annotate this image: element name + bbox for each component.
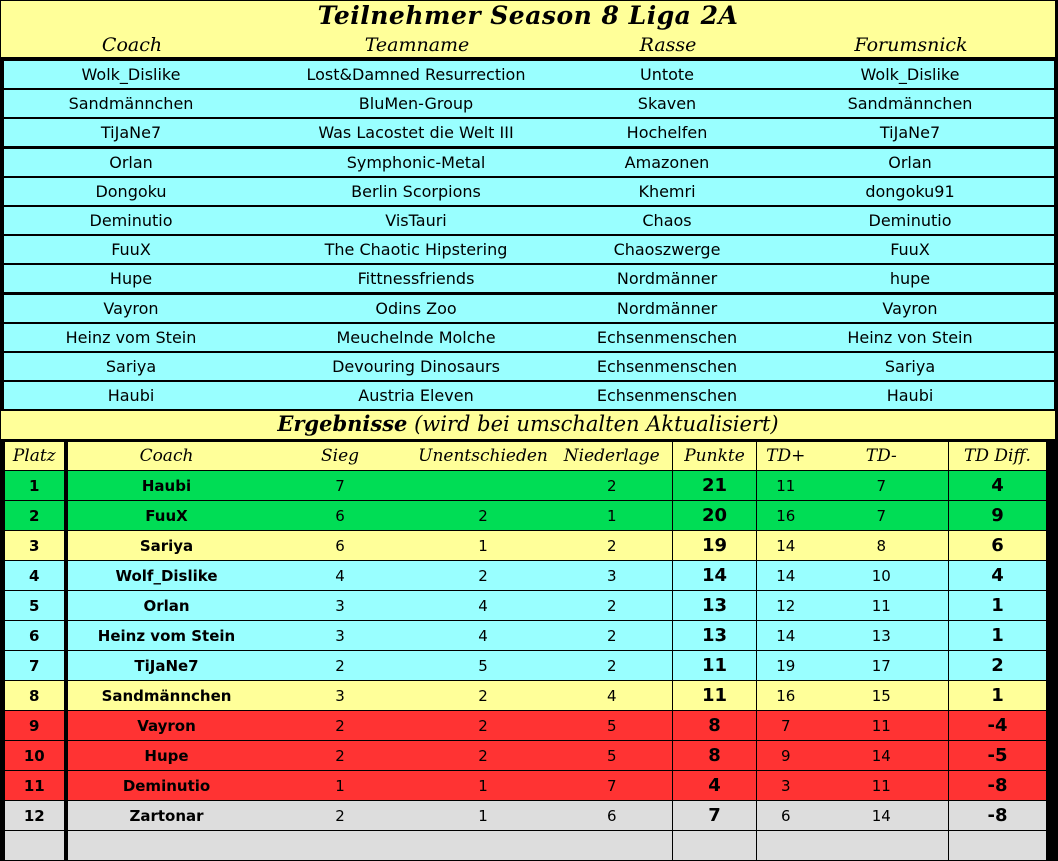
cell-tddiff: 4 — [949, 561, 1047, 591]
cell-tdminus: 14 — [815, 801, 949, 831]
participant-row — [4, 236, 1054, 264]
participant-coach: Orlan — [109, 152, 153, 172]
participant-forum: hupe — [889, 269, 931, 289]
cell-unent: 1 — [415, 801, 552, 831]
cell-tdplus: 16 — [757, 681, 815, 711]
participant-team: VisTauri — [385, 211, 447, 230]
participants-table — [4, 61, 1054, 410]
cell-coach: Hupe — [66, 741, 266, 771]
participant-team: Devouring Dinosaurs — [332, 357, 500, 376]
cell-coach: Haubi — [66, 471, 266, 501]
cell-tdplus: 19 — [757, 651, 815, 681]
cell-tddiff: -4 — [949, 711, 1047, 741]
cell-nieder: 6 — [552, 801, 673, 831]
participant-coach: Vayron — [103, 298, 159, 318]
col-niederlage: Niederlage — [552, 442, 673, 471]
col-tdminus: TD- — [815, 442, 949, 471]
table-row — [5, 621, 1047, 651]
participant-team: Austria Eleven — [358, 386, 474, 406]
participant-row — [4, 295, 1054, 323]
cell-nieder: 2 — [552, 621, 673, 651]
participants-col-forum: Forumsnick — [854, 34, 968, 56]
cell-nieder: 7 — [552, 771, 673, 801]
cell-nieder: 5 — [552, 741, 673, 771]
col-platz: Platz — [5, 442, 66, 471]
participant-row — [4, 61, 1054, 89]
cell-tdminus — [815, 831, 949, 861]
participant-forum: Haubi — [886, 386, 934, 406]
participant-race: Amazonen — [624, 152, 710, 172]
cell-unent — [415, 471, 552, 501]
cell-platz: 3 — [5, 531, 66, 561]
participant-row — [4, 149, 1054, 177]
cell-sieg — [266, 831, 415, 861]
cell-unent: 1 — [415, 771, 552, 801]
participant-race: Untote — [639, 65, 695, 84]
results-title — [0, 410, 1056, 440]
participants-header — [0, 0, 1056, 58]
table-row — [5, 651, 1047, 681]
participant-coach: FuuX — [111, 240, 151, 260]
cell-unent: 2 — [415, 681, 552, 711]
participant-row — [4, 324, 1054, 352]
participant-row — [4, 382, 1054, 410]
cell-tdplus: 6 — [757, 801, 815, 831]
participant-race: Hochelfen — [626, 123, 708, 143]
participant-forum: Sariya — [884, 357, 936, 376]
col-tdplus: TD+ — [757, 442, 815, 471]
cell-tdminus: 14 — [815, 741, 949, 771]
cell-tdplus: 11 — [757, 471, 815, 501]
cell-tdminus: 10 — [815, 561, 949, 591]
cell-coach: Vayron — [66, 711, 266, 741]
cell-tddiff: 2 — [949, 651, 1047, 681]
participant-race: Khemri — [638, 181, 696, 201]
cell-unent: 2 — [415, 741, 552, 771]
cell-tdplus: 7 — [757, 711, 815, 741]
cell-punkte: 13 — [673, 591, 757, 621]
cell-tdminus: 7 — [815, 501, 949, 531]
participant-forum: Wolk_Dislike — [860, 65, 960, 84]
cell-tdminus: 7 — [815, 471, 949, 501]
cell-nieder: 2 — [552, 531, 673, 561]
cell-sieg: 1 — [266, 771, 415, 801]
participant-forum: dongoku91 — [865, 181, 955, 201]
cell-tdplus: 9 — [757, 741, 815, 771]
cell-platz: 2 — [5, 501, 66, 531]
participant-race: Echsenmenschen — [596, 386, 738, 406]
table-row — [5, 471, 1047, 501]
participant-forum: Sandmännchen — [847, 94, 973, 114]
participant-row — [4, 90, 1054, 118]
cell-sieg: 2 — [266, 651, 415, 681]
participant-coach: Deminutio — [89, 211, 173, 230]
cell-tddiff: 9 — [949, 501, 1047, 531]
cell-platz: 1 — [5, 471, 66, 501]
cell-platz: 4 — [5, 561, 66, 591]
cell-tdplus: 14 — [757, 561, 815, 591]
col-unentschieden: Unentschieden — [415, 442, 552, 471]
cell-platz: 12 — [5, 801, 66, 831]
participant-coach: Haubi — [107, 386, 155, 406]
participant-coach: Sandmännchen — [68, 94, 194, 114]
participant-race: Chaos — [642, 211, 692, 230]
table-row — [5, 831, 1047, 861]
cell-coach — [66, 831, 266, 861]
cell-punkte: 19 — [673, 531, 757, 561]
col-sieg: Sieg — [266, 442, 415, 471]
participant-coach: Sariya — [105, 357, 157, 376]
cell-tdminus: 11 — [815, 591, 949, 621]
cell-nieder — [552, 831, 673, 861]
cell-punkte: 11 — [673, 651, 757, 681]
cell-sieg: 2 — [266, 711, 415, 741]
cell-sieg: 2 — [266, 741, 415, 771]
participant-row — [4, 353, 1054, 381]
cell-sieg: 6 — [266, 501, 415, 531]
participants-title: Teilnehmer Season 8 Liga 2A — [317, 1, 739, 30]
participant-team: The Chaotic Hipstering — [324, 240, 508, 260]
participant-team: BluMen-Group — [358, 94, 474, 114]
participant-forum: Orlan — [888, 152, 932, 172]
cell-tddiff — [949, 831, 1047, 861]
cell-sieg: 2 — [266, 801, 415, 831]
cell-punkte: 21 — [673, 471, 757, 501]
cell-sieg: 7 — [266, 471, 415, 501]
results-table — [4, 441, 1047, 861]
participants-col-team: Teamname — [364, 34, 470, 56]
participant-race: Nordmänner — [616, 269, 718, 289]
cell-tddiff: -8 — [949, 771, 1047, 801]
cell-tddiff: 1 — [949, 591, 1047, 621]
cell-coach: Orlan — [66, 591, 266, 621]
participant-team: Berlin Scorpions — [351, 181, 481, 201]
participant-race: Echsenmenschen — [596, 357, 738, 376]
participant-race: Skaven — [637, 94, 697, 114]
table-row — [5, 561, 1047, 591]
cell-coach: Wolf_Dislike — [66, 561, 266, 591]
cell-sieg: 3 — [266, 681, 415, 711]
participant-team: Odins Zoo — [375, 298, 457, 318]
results-title-sub: (wird bei umschalten Aktualisiert) — [414, 412, 779, 436]
cell-punkte: 14 — [673, 561, 757, 591]
table-row — [5, 741, 1047, 771]
table-row — [5, 771, 1047, 801]
cell-coach: Heinz vom Stein — [66, 621, 266, 651]
table-row — [5, 501, 1047, 531]
cell-punkte: 8 — [673, 711, 757, 741]
participant-team: Meuchelnde Molche — [336, 327, 496, 347]
participants-col-race: Rasse — [639, 34, 697, 56]
participant-forum: TiJaNe7 — [879, 123, 941, 143]
results-title-main: Ergebnisse — [277, 411, 408, 436]
results-header-row — [5, 442, 1047, 471]
cell-punkte: 4 — [673, 771, 757, 801]
participant-team: Lost&Damned Resurrection — [306, 65, 526, 84]
cell-coach: Deminutio — [66, 771, 266, 801]
cell-platz: 11 — [5, 771, 66, 801]
participant-forum: Heinz von Stein — [847, 327, 973, 347]
cell-tdminus: 11 — [815, 711, 949, 741]
cell-tdplus — [757, 831, 815, 861]
participant-coach: TiJaNe7 — [100, 123, 162, 143]
cell-unent — [415, 831, 552, 861]
participant-team: Fittnessfriends — [357, 269, 475, 289]
cell-nieder: 5 — [552, 711, 673, 741]
participant-coach: Wolk_Dislike — [81, 65, 181, 84]
cell-nieder: 2 — [552, 651, 673, 681]
cell-tdminus: 13 — [815, 621, 949, 651]
participant-row — [4, 178, 1054, 206]
cell-tddiff: 1 — [949, 681, 1047, 711]
cell-sieg: 3 — [266, 621, 415, 651]
cell-unent: 2 — [415, 711, 552, 741]
cell-platz: 6 — [5, 621, 66, 651]
table-row — [5, 711, 1047, 741]
cell-punkte — [673, 831, 757, 861]
cell-coach: Sariya — [66, 531, 266, 561]
cell-nieder: 2 — [552, 471, 673, 501]
cell-tdminus: 8 — [815, 531, 949, 561]
cell-nieder: 4 — [552, 681, 673, 711]
participant-coach: Heinz vom Stein — [65, 327, 197, 347]
cell-tdminus: 15 — [815, 681, 949, 711]
participant-row — [4, 119, 1054, 147]
participant-row — [4, 265, 1054, 293]
cell-coach: Sandmännchen — [66, 681, 266, 711]
cell-platz: 10 — [5, 741, 66, 771]
cell-platz: 8 — [5, 681, 66, 711]
table-row — [5, 591, 1047, 621]
cell-platz: 7 — [5, 651, 66, 681]
table-row — [5, 531, 1047, 561]
cell-tdplus: 16 — [757, 501, 815, 531]
cell-punkte: 7 — [673, 801, 757, 831]
cell-platz: 9 — [5, 711, 66, 741]
cell-punkte: 11 — [673, 681, 757, 711]
table-row — [5, 681, 1047, 711]
col-tddiff: TD Diff. — [949, 442, 1047, 471]
cell-punkte: 8 — [673, 741, 757, 771]
cell-nieder: 1 — [552, 501, 673, 531]
participant-coach: Dongoku — [95, 181, 167, 201]
cell-tdplus: 3 — [757, 771, 815, 801]
cell-tdplus: 12 — [757, 591, 815, 621]
cell-unent: 4 — [415, 591, 552, 621]
cell-coach: Zartonar — [66, 801, 266, 831]
participant-row — [4, 207, 1054, 235]
cell-tddiff: -5 — [949, 741, 1047, 771]
table-row — [5, 801, 1047, 831]
participant-race: Echsenmenschen — [596, 327, 738, 347]
cell-tdplus: 14 — [757, 531, 815, 561]
participant-race: Chaoszwerge — [613, 240, 721, 260]
col-coach: Coach — [66, 442, 266, 471]
cell-unent: 5 — [415, 651, 552, 681]
cell-platz — [5, 831, 66, 861]
cell-tdminus: 11 — [815, 771, 949, 801]
cell-punkte: 20 — [673, 501, 757, 531]
cell-nieder: 2 — [552, 591, 673, 621]
cell-sieg: 3 — [266, 591, 415, 621]
participant-race: Nordmänner — [616, 298, 718, 318]
cell-tdplus: 14 — [757, 621, 815, 651]
cell-coach: TiJaNe7 — [66, 651, 266, 681]
cell-tddiff: 1 — [949, 621, 1047, 651]
cell-tddiff: 6 — [949, 531, 1047, 561]
participant-team: Was Lacostet die Welt III — [318, 123, 514, 143]
participant-team: Symphonic-Metal — [346, 152, 486, 172]
cell-punkte: 13 — [673, 621, 757, 651]
cell-unent: 4 — [415, 621, 552, 651]
cell-sieg: 4 — [266, 561, 415, 591]
cell-unent: 2 — [415, 501, 552, 531]
col-punkte: Punkte — [673, 442, 757, 471]
cell-tddiff: 4 — [949, 471, 1047, 501]
participant-forum: Deminutio — [868, 211, 952, 230]
participants-col-coach: Coach — [101, 34, 163, 56]
cell-platz: 5 — [5, 591, 66, 621]
cell-sieg: 6 — [266, 531, 415, 561]
cell-nieder: 3 — [552, 561, 673, 591]
cell-unent: 2 — [415, 561, 552, 591]
cell-coach: FuuX — [66, 501, 266, 531]
participant-coach: Hupe — [109, 269, 153, 289]
participant-forum: Vayron — [882, 298, 938, 318]
cell-tddiff: -8 — [949, 801, 1047, 831]
participant-forum: FuuX — [890, 240, 930, 260]
cell-unent: 1 — [415, 531, 552, 561]
cell-tdminus: 17 — [815, 651, 949, 681]
